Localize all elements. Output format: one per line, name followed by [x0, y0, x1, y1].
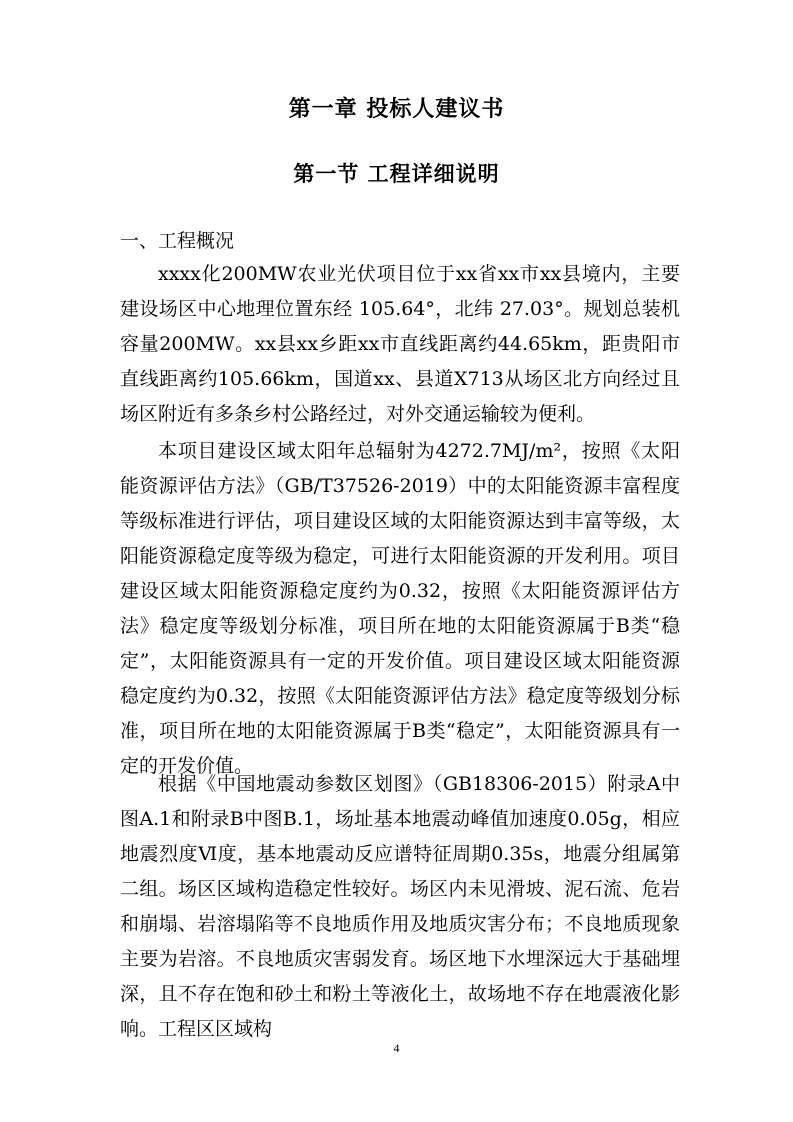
section-title: 第一节 工程详细说明 [293, 161, 500, 186]
page-number: 4 [393, 1041, 400, 1055]
paragraph-solar-resource: 本项目建设区域太阳年总辐射为4272.7MJ/m²，按照《太阳能资源评估方法》（GB/T37526-2019）中的太阳能资源丰富程度等级标准进行评估，项目建设区域的太阳能资源达到丰富等级，太阳能资源稳定度等级为稳定，可进行太阳能资源的开发利用。项目建设区域太阳能资源稳定度约为0.32，按照《太阳能资源评估方法》稳定度等级划分标准，项目所在地的太阳能资源属于B类“稳定”，太阳能资源具有一定的开发价值。项目建设区域太阳能资源稳定度约为0.32，按照《太阳能资源评估方法》稳定度等级划分标准，项目所在地的太阳能资源属于B类“稳定”，太阳能资源具有一定的开发价值。 [120, 440, 680, 777]
paragraph-seismic-geology: 根据《中国地震动参数区划图》（GB18306-2015）附录A中图A.1和附录B中图B.1，场址基本地震动峰值加速度0.05g，相应地震烈度Ⅵ度，基本地震动反应谱特征周期0.35s，地震分组属第二组。场区区域构造稳定性较好。场区内未见滑坡、泥石流、危岩和崩塌、岩溶塌陷等不良地质作用及地质灾害分布；不良地质现象主要为岩溶。不良地质灾害弱发育。场区地下水埋深远大于基础埋深，且不存在饱和砂土和粉土等液化土，故场地不存在地震液化影响。工程区区域构 [120, 773, 680, 1040]
section-heading: 一、工程概况 [120, 230, 235, 252]
chapter-title: 第一章 投标人建议书 [288, 96, 505, 122]
paragraph-project-location: xxxx化200MW农业光伏项目位于xx省xx市xx县境内，主要建设场区中心地理位置东经 105.64°，北纬 27.03°。规划总装机容量200MW。xx县xx乡距xx市直线距离约44.65km，距贵阳市直线距离约105.66km，国道xx、县道X713从场区北方向经过且场区附近有多条乡村公路经过，对外交通运输较为便利。 [120, 263, 680, 425]
